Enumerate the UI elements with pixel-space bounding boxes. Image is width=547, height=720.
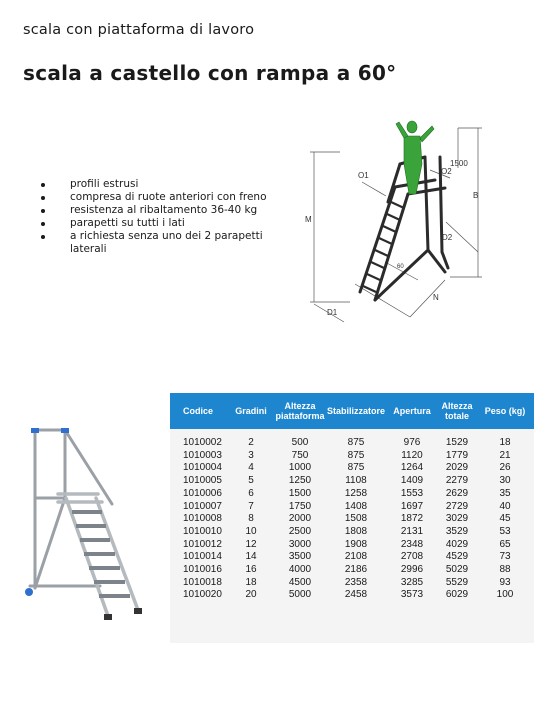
table-row (170, 513, 534, 526)
ladder-frame (360, 157, 448, 300)
table-cell: 2000 (288, 513, 312, 525)
table-cell: 65 (499, 538, 511, 550)
table-cell: 20 (245, 589, 257, 601)
table-cell: 1010008 (183, 513, 222, 525)
table-cell: 21 (499, 449, 511, 461)
table-cell: 1010005 (183, 475, 222, 487)
table-cell: 1120 (401, 449, 423, 461)
label-o2: O2 (441, 167, 452, 176)
table-cell: 2029 (445, 462, 469, 474)
table-cell: 1010016 (183, 564, 222, 576)
table-cell: 2186 (344, 564, 368, 576)
feature-item: a richiesta senza uno dei 2 parapetti laterali (40, 230, 290, 256)
table-cell: 1409 (400, 475, 424, 487)
table-cell: 1500 (288, 487, 312, 499)
label-o1: O1 (358, 171, 369, 180)
table-cell: 3573 (400, 589, 424, 601)
table-cell: 1750 (288, 500, 312, 512)
dimension-lines (310, 128, 482, 322)
label-1500: 1500 (450, 159, 468, 168)
table-cell: 1508 (344, 513, 368, 525)
table-cell: 1010020 (183, 589, 222, 601)
table-cell: 1250 (288, 475, 312, 487)
table-cell: 2 (248, 437, 254, 448)
table-cell: 5000 (288, 589, 312, 601)
table-cell: 2358 (344, 576, 368, 588)
table-cell: 1010002 (183, 437, 222, 448)
column-header: Altezza totale (441, 401, 473, 421)
table-cell: 53 (499, 525, 511, 537)
table-cell: 750 (291, 449, 309, 461)
table-cell: 1908 (344, 538, 368, 550)
feature-item: parapetti su tutti i lati (40, 217, 290, 230)
table-cell: 5 (248, 475, 254, 487)
table-cell: 1264 (400, 462, 424, 474)
table-cell: 1010012 (183, 538, 222, 550)
table-row (170, 429, 534, 450)
table-cell: 500 (291, 437, 309, 448)
table-cell: 1258 (344, 487, 368, 499)
feature-item: resistenza al ribaltamento 36-40 kg (40, 204, 290, 217)
ladder-product-image (20, 418, 150, 633)
table-cell: 3000 (288, 538, 312, 550)
table-cell: 2708 (400, 551, 424, 563)
column-header: Apertura (393, 406, 431, 416)
table-cell: 1010010 (183, 525, 222, 537)
table-row (170, 526, 534, 539)
table-cell: 1779 (445, 449, 469, 461)
operator-figure (396, 121, 434, 194)
table-cell: 3 (248, 449, 254, 461)
table-cell: 875 (347, 437, 365, 448)
table-cell: 2279 (445, 475, 469, 487)
feature-item: profili estrusi (40, 178, 290, 191)
table-cell: 16 (245, 564, 257, 576)
table-cell: 6029 (445, 589, 469, 601)
column-header: Gradini (235, 406, 267, 416)
table-row (170, 589, 534, 602)
table-cell: 2131 (400, 525, 424, 537)
table-cell: 30 (499, 475, 511, 487)
table-cell: 100 (496, 589, 514, 601)
table-cell: 1010007 (183, 500, 222, 512)
column-header: Altezza piattaforma (275, 401, 325, 421)
table-row (170, 462, 534, 475)
table-cell: 5029 (445, 564, 469, 576)
table-cell: 10 (245, 525, 257, 537)
dimension-labels (305, 159, 478, 317)
table-cell: 1000 (288, 462, 312, 474)
table-cell: 1010003 (183, 449, 222, 461)
table-cell: 35 (499, 487, 511, 499)
table-cell: 3500 (288, 551, 312, 563)
table-cell: 4529 (445, 551, 469, 563)
table-cell: 2996 (400, 564, 424, 576)
table-cell: 18 (245, 576, 257, 588)
table-cell: 875 (347, 462, 365, 474)
column-header: Codice (183, 406, 214, 416)
table-cell: 2348 (400, 538, 424, 550)
column-header: Peso (kg) (484, 406, 526, 416)
table-cell: 1553 (400, 487, 424, 499)
table-row (170, 501, 534, 514)
page-subtitle: scala con piattaforma di lavoro (23, 22, 255, 38)
table-row (170, 551, 534, 564)
table-row (170, 450, 534, 463)
table-cell: 4 (248, 462, 254, 474)
table-cell: 2108 (344, 551, 368, 563)
table-cell: 18 (499, 437, 511, 448)
table-cell: 1010014 (183, 551, 222, 563)
table-cell: 1872 (400, 513, 424, 525)
label-d1: D1 (327, 308, 338, 317)
table-cell: 7 (248, 500, 254, 512)
table-cell: 3529 (445, 525, 469, 537)
table-cell: 1808 (344, 525, 368, 537)
table-cell: 2729 (445, 500, 469, 512)
table-cell: 1408 (344, 500, 368, 512)
table-body (170, 429, 534, 602)
column-header: Stabilizzatore (327, 406, 386, 416)
table-cell: 2629 (445, 487, 469, 499)
label-b: B (473, 191, 479, 200)
label-m: M (305, 215, 312, 224)
table-cell: 976 (403, 437, 421, 448)
table-cell: 88 (499, 564, 511, 576)
table-cell: 93 (499, 576, 511, 588)
table-cell: 875 (347, 449, 365, 461)
table-row (170, 539, 534, 552)
table-cell: 40 (499, 500, 511, 512)
table-cell: 14 (245, 551, 257, 563)
spec-table (170, 393, 534, 602)
table-cell: 1010018 (183, 576, 222, 588)
table-cell: 4500 (288, 576, 312, 588)
spec-table-container (170, 393, 534, 643)
table-cell: 2458 (344, 589, 368, 601)
table-cell: 12 (245, 538, 257, 550)
table-row (170, 475, 534, 488)
table-cell: 1697 (400, 500, 424, 512)
table-cell: 3029 (445, 513, 469, 525)
table-cell: 1529 (445, 437, 469, 448)
feature-list (40, 178, 290, 256)
table-cell: 4029 (445, 538, 469, 550)
table-cell: 2500 (288, 525, 312, 537)
table-cell: 4000 (288, 564, 312, 576)
ladder-dimension-diagram (300, 112, 495, 327)
label-d2: D2 (442, 233, 453, 242)
table-cell: 26 (499, 462, 511, 474)
table-cell: 3285 (400, 576, 424, 588)
label-angle: 60 (397, 264, 404, 270)
feature-item: compresa di ruote anteriori con freno (40, 191, 290, 204)
table-row (170, 488, 534, 501)
table-cell: 1010004 (183, 462, 222, 474)
table-cell: 1010006 (183, 487, 222, 499)
table-cell: 1108 (345, 475, 367, 487)
table-cell: 6 (248, 487, 254, 499)
table-row (170, 564, 534, 577)
table-cell: 73 (499, 551, 511, 563)
table-cell: 45 (499, 513, 511, 525)
table-cell: 8 (248, 513, 254, 525)
table-header-row (170, 393, 534, 429)
table-row (170, 577, 534, 590)
label-n: N (433, 293, 439, 302)
table-cell: 5529 (445, 576, 469, 588)
page-title: scala a castello con rampa a 60° (23, 61, 397, 85)
